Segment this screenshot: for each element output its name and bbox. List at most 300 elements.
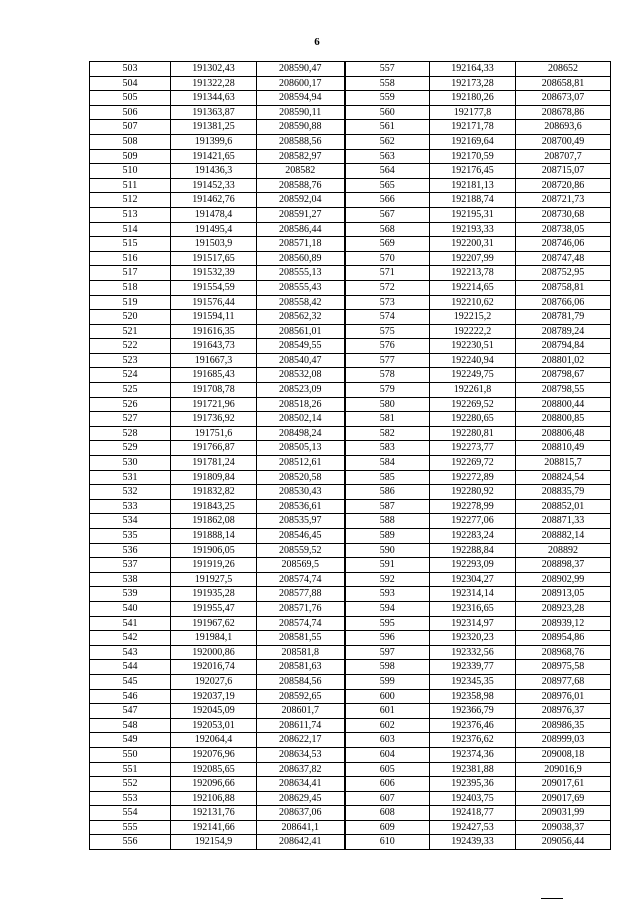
x-coordinate-cell: 192037,19 — [171, 689, 257, 704]
x-coordinate-cell: 191495,4 — [171, 222, 257, 237]
y-coordinate-cell: 208520,58 — [257, 470, 345, 485]
y-coordinate-cell: 208892 — [516, 543, 611, 558]
y-coordinate-cell: 208518,26 — [257, 397, 345, 412]
point-number-cell: 591 — [345, 558, 430, 573]
table-row — [90, 295, 611, 310]
point-number-cell: 570 — [345, 251, 430, 266]
table-row — [90, 251, 611, 266]
table-row — [90, 762, 611, 777]
y-coordinate-cell: 208824,54 — [516, 470, 611, 485]
y-coordinate-cell: 208540,47 — [257, 353, 345, 368]
y-coordinate-cell: 208798,55 — [516, 383, 611, 398]
x-coordinate-cell: 191843,25 — [171, 499, 257, 514]
x-coordinate-cell: 191984,1 — [171, 631, 257, 646]
y-coordinate-cell: 208730,68 — [516, 207, 611, 222]
page-edge-mark — [541, 898, 563, 899]
y-coordinate-cell: 208536,61 — [257, 499, 345, 514]
y-coordinate-cell: 208968,76 — [516, 645, 611, 660]
x-coordinate-cell: 191708,78 — [171, 383, 257, 398]
x-coordinate-cell: 192374,36 — [430, 747, 516, 762]
table-row — [90, 120, 611, 135]
x-coordinate-cell: 191862,08 — [171, 514, 257, 529]
table-row — [90, 558, 611, 573]
point-number-cell: 545 — [90, 674, 171, 689]
y-coordinate-cell: 208913,05 — [516, 587, 611, 602]
x-coordinate-cell: 191452,33 — [171, 178, 257, 193]
y-coordinate-cell: 208590,11 — [257, 105, 345, 120]
x-coordinate-cell: 192314,97 — [430, 616, 516, 631]
y-coordinate-cell: 208555,13 — [257, 266, 345, 281]
table-row — [90, 310, 611, 325]
y-coordinate-cell: 208882,14 — [516, 529, 611, 544]
table-row — [90, 193, 611, 208]
x-coordinate-cell: 191906,05 — [171, 543, 257, 558]
point-number-cell: 563 — [345, 149, 430, 164]
y-coordinate-cell: 208977,68 — [516, 674, 611, 689]
coordinates-table — [89, 61, 611, 850]
point-number-cell: 567 — [345, 207, 430, 222]
point-number-cell: 529 — [90, 441, 171, 456]
table-row — [90, 105, 611, 120]
point-number-cell: 550 — [90, 747, 171, 762]
x-coordinate-cell: 192027,6 — [171, 674, 257, 689]
y-coordinate-cell: 208574,74 — [257, 616, 345, 631]
point-number-cell: 578 — [345, 368, 430, 383]
x-coordinate-cell: 192283,24 — [430, 529, 516, 544]
table-row — [90, 835, 611, 850]
point-number-cell: 543 — [90, 645, 171, 660]
y-coordinate-cell: 208641,1 — [257, 820, 345, 835]
point-number-cell: 544 — [90, 660, 171, 675]
x-coordinate-cell: 192269,52 — [430, 397, 516, 412]
point-number-cell: 531 — [90, 470, 171, 485]
y-coordinate-cell: 208590,47 — [257, 62, 345, 77]
x-coordinate-cell: 191721,96 — [171, 397, 257, 412]
x-coordinate-cell: 192053,01 — [171, 718, 257, 733]
x-coordinate-cell: 191517,65 — [171, 251, 257, 266]
x-coordinate-cell: 192439,33 — [430, 835, 516, 850]
x-coordinate-cell: 191919,26 — [171, 558, 257, 573]
table-row — [90, 280, 611, 295]
point-number-cell: 515 — [90, 237, 171, 252]
table-row — [90, 806, 611, 821]
point-number-cell: 513 — [90, 207, 171, 222]
x-coordinate-cell: 192273,77 — [430, 441, 516, 456]
x-coordinate-cell: 192154,9 — [171, 835, 257, 850]
x-coordinate-cell: 192366,79 — [430, 704, 516, 719]
y-coordinate-cell: 208558,42 — [257, 295, 345, 310]
point-number-cell: 505 — [90, 91, 171, 106]
page-number: 6 — [314, 36, 320, 48]
x-coordinate-cell: 192210,62 — [430, 295, 516, 310]
x-coordinate-cell: 192345,35 — [430, 674, 516, 689]
x-coordinate-cell: 191751,6 — [171, 426, 257, 441]
y-coordinate-cell: 208806,48 — [516, 426, 611, 441]
y-coordinate-cell: 209017,69 — [516, 791, 611, 806]
point-number-cell: 592 — [345, 572, 430, 587]
point-number-cell: 596 — [345, 631, 430, 646]
table-row — [90, 820, 611, 835]
x-coordinate-cell: 192064,4 — [171, 733, 257, 748]
y-coordinate-cell: 208658,81 — [516, 76, 611, 91]
point-number-cell: 537 — [90, 558, 171, 573]
y-coordinate-cell: 208592,65 — [257, 689, 345, 704]
table-row — [90, 601, 611, 616]
x-coordinate-cell: 192280,92 — [430, 485, 516, 500]
y-coordinate-cell: 208555,43 — [257, 280, 345, 295]
y-coordinate-cell: 208715,07 — [516, 164, 611, 179]
y-coordinate-cell: 208794,84 — [516, 339, 611, 354]
y-coordinate-cell: 208852,01 — [516, 499, 611, 514]
y-coordinate-cell: 208581,8 — [257, 645, 345, 660]
y-coordinate-cell: 208738,05 — [516, 222, 611, 237]
table-row — [90, 645, 611, 660]
y-coordinate-cell: 208530,43 — [257, 485, 345, 500]
y-coordinate-cell: 208561,01 — [257, 324, 345, 339]
y-coordinate-cell: 208758,81 — [516, 280, 611, 295]
x-coordinate-cell: 192339,77 — [430, 660, 516, 675]
table-row — [90, 485, 611, 500]
table-row — [90, 76, 611, 91]
point-number-cell: 566 — [345, 193, 430, 208]
table-row — [90, 149, 611, 164]
point-number-cell: 548 — [90, 718, 171, 733]
y-coordinate-cell: 208622,17 — [257, 733, 345, 748]
y-coordinate-cell: 208549,55 — [257, 339, 345, 354]
x-coordinate-cell: 192076,96 — [171, 747, 257, 762]
y-coordinate-cell: 208532,08 — [257, 368, 345, 383]
y-coordinate-cell: 208976,37 — [516, 704, 611, 719]
x-coordinate-cell: 191927,5 — [171, 572, 257, 587]
table-row — [90, 134, 611, 149]
x-coordinate-cell: 191736,92 — [171, 412, 257, 427]
y-coordinate-cell: 208954,86 — [516, 631, 611, 646]
coordinates-table-body — [90, 62, 611, 850]
y-coordinate-cell: 208601,7 — [257, 704, 345, 719]
point-number-cell: 605 — [345, 762, 430, 777]
y-coordinate-cell: 208590,88 — [257, 120, 345, 135]
point-number-cell: 523 — [90, 353, 171, 368]
table-row — [90, 207, 611, 222]
y-coordinate-cell: 208588,76 — [257, 178, 345, 193]
y-coordinate-cell: 208586,44 — [257, 222, 345, 237]
x-coordinate-cell: 191809,84 — [171, 470, 257, 485]
x-coordinate-cell: 192403,75 — [430, 791, 516, 806]
y-coordinate-cell: 208752,95 — [516, 266, 611, 281]
point-number-cell: 597 — [345, 645, 430, 660]
table-row — [90, 572, 611, 587]
x-coordinate-cell: 192207,99 — [430, 251, 516, 266]
point-number-cell: 553 — [90, 791, 171, 806]
x-coordinate-cell: 192240,94 — [430, 353, 516, 368]
point-number-cell: 520 — [90, 310, 171, 325]
x-coordinate-cell: 191616,35 — [171, 324, 257, 339]
point-number-cell: 521 — [90, 324, 171, 339]
point-number-cell: 535 — [90, 529, 171, 544]
point-number-cell: 504 — [90, 76, 171, 91]
y-coordinate-cell: 208678,86 — [516, 105, 611, 120]
point-number-cell: 516 — [90, 251, 171, 266]
x-coordinate-cell: 191344,63 — [171, 91, 257, 106]
x-coordinate-cell: 191436,3 — [171, 164, 257, 179]
table-row — [90, 383, 611, 398]
y-coordinate-cell: 208581,55 — [257, 631, 345, 646]
y-coordinate-cell: 208571,18 — [257, 237, 345, 252]
x-coordinate-cell: 191832,82 — [171, 485, 257, 500]
y-coordinate-cell: 208512,61 — [257, 456, 345, 471]
table-row — [90, 426, 611, 441]
x-coordinate-cell: 191503,9 — [171, 237, 257, 252]
y-coordinate-cell: 208574,74 — [257, 572, 345, 587]
point-number-cell: 539 — [90, 587, 171, 602]
x-coordinate-cell: 191554,59 — [171, 280, 257, 295]
table-row — [90, 456, 611, 471]
table-row — [90, 368, 611, 383]
x-coordinate-cell: 192045,09 — [171, 704, 257, 719]
point-number-cell: 561 — [345, 120, 430, 135]
y-coordinate-cell: 208629,45 — [257, 791, 345, 806]
x-coordinate-cell: 192376,62 — [430, 733, 516, 748]
x-coordinate-cell: 192277,06 — [430, 514, 516, 529]
y-coordinate-cell: 208986,35 — [516, 718, 611, 733]
point-number-cell: 536 — [90, 543, 171, 558]
table-row — [90, 222, 611, 237]
y-coordinate-cell: 208637,82 — [257, 762, 345, 777]
point-number-cell: 551 — [90, 762, 171, 777]
y-coordinate-cell: 208591,27 — [257, 207, 345, 222]
point-number-cell: 579 — [345, 383, 430, 398]
y-coordinate-cell: 208766,06 — [516, 295, 611, 310]
y-coordinate-cell: 208582,97 — [257, 149, 345, 164]
point-number-cell: 506 — [90, 105, 171, 120]
point-number-cell: 582 — [345, 426, 430, 441]
x-coordinate-cell: 192293,09 — [430, 558, 516, 573]
point-number-cell: 607 — [345, 791, 430, 806]
point-number-cell: 518 — [90, 280, 171, 295]
point-number-cell: 511 — [90, 178, 171, 193]
point-number-cell: 598 — [345, 660, 430, 675]
point-number-cell: 555 — [90, 820, 171, 835]
point-number-cell: 562 — [345, 134, 430, 149]
x-coordinate-cell: 192320,23 — [430, 631, 516, 646]
point-number-cell: 571 — [345, 266, 430, 281]
point-number-cell: 557 — [345, 62, 430, 77]
y-coordinate-cell: 208559,52 — [257, 543, 345, 558]
y-coordinate-cell: 208747,48 — [516, 251, 611, 266]
x-coordinate-cell: 192177,8 — [430, 105, 516, 120]
point-number-cell: 530 — [90, 456, 171, 471]
y-coordinate-cell: 208498,24 — [257, 426, 345, 441]
point-number-cell: 583 — [345, 441, 430, 456]
y-coordinate-cell: 208584,56 — [257, 674, 345, 689]
table-row — [90, 91, 611, 106]
y-coordinate-cell: 208800,85 — [516, 412, 611, 427]
point-number-cell: 503 — [90, 62, 171, 77]
x-coordinate-cell: 192395,36 — [430, 777, 516, 792]
point-number-cell: 532 — [90, 485, 171, 500]
y-coordinate-cell: 208781,79 — [516, 310, 611, 325]
x-coordinate-cell: 192181,13 — [430, 178, 516, 193]
y-coordinate-cell: 208502,14 — [257, 412, 345, 427]
x-coordinate-cell: 191766,87 — [171, 441, 257, 456]
x-coordinate-cell: 192200,31 — [430, 237, 516, 252]
point-number-cell: 560 — [345, 105, 430, 120]
point-number-cell: 559 — [345, 91, 430, 106]
y-coordinate-cell: 208975,58 — [516, 660, 611, 675]
y-coordinate-cell: 208939,12 — [516, 616, 611, 631]
x-coordinate-cell: 191643,73 — [171, 339, 257, 354]
point-number-cell: 542 — [90, 631, 171, 646]
point-number-cell: 594 — [345, 601, 430, 616]
y-coordinate-cell: 208652 — [516, 62, 611, 77]
y-coordinate-cell: 208634,41 — [257, 777, 345, 792]
point-number-cell: 522 — [90, 339, 171, 354]
y-coordinate-cell: 208546,45 — [257, 529, 345, 544]
x-coordinate-cell: 192332,56 — [430, 645, 516, 660]
point-number-cell: 540 — [90, 601, 171, 616]
point-number-cell: 549 — [90, 733, 171, 748]
x-coordinate-cell: 191399,6 — [171, 134, 257, 149]
y-coordinate-cell: 209056,44 — [516, 835, 611, 850]
x-coordinate-cell: 192261,8 — [430, 383, 516, 398]
table-row — [90, 791, 611, 806]
y-coordinate-cell: 208535,97 — [257, 514, 345, 529]
point-number-cell: 534 — [90, 514, 171, 529]
y-coordinate-cell: 208871,33 — [516, 514, 611, 529]
x-coordinate-cell: 192180,26 — [430, 91, 516, 106]
y-coordinate-cell: 208800,44 — [516, 397, 611, 412]
x-coordinate-cell: 192314,14 — [430, 587, 516, 602]
point-number-cell: 508 — [90, 134, 171, 149]
point-number-cell: 565 — [345, 178, 430, 193]
x-coordinate-cell: 191532,39 — [171, 266, 257, 281]
x-coordinate-cell: 192272,89 — [430, 470, 516, 485]
x-coordinate-cell: 192188,74 — [430, 193, 516, 208]
point-number-cell: 573 — [345, 295, 430, 310]
y-coordinate-cell: 208700,49 — [516, 134, 611, 149]
x-coordinate-cell: 192131,76 — [171, 806, 257, 821]
table-row — [90, 266, 611, 281]
point-number-cell: 509 — [90, 149, 171, 164]
y-coordinate-cell: 208835,79 — [516, 485, 611, 500]
table-row — [90, 62, 611, 77]
y-coordinate-cell: 208560,89 — [257, 251, 345, 266]
table-row — [90, 660, 611, 675]
point-number-cell: 512 — [90, 193, 171, 208]
x-coordinate-cell: 192164,33 — [430, 62, 516, 77]
point-number-cell: 568 — [345, 222, 430, 237]
point-number-cell: 606 — [345, 777, 430, 792]
y-coordinate-cell: 208798,67 — [516, 368, 611, 383]
y-coordinate-cell: 208902,99 — [516, 572, 611, 587]
x-coordinate-cell: 191302,43 — [171, 62, 257, 77]
y-coordinate-cell: 208582 — [257, 164, 345, 179]
y-coordinate-cell: 208592,04 — [257, 193, 345, 208]
y-coordinate-cell: 208600,17 — [257, 76, 345, 91]
y-coordinate-cell: 208637,06 — [257, 806, 345, 821]
point-number-cell: 575 — [345, 324, 430, 339]
point-number-cell: 556 — [90, 835, 171, 850]
y-coordinate-cell: 208999,03 — [516, 733, 611, 748]
table-row — [90, 412, 611, 427]
y-coordinate-cell: 208801,02 — [516, 353, 611, 368]
x-coordinate-cell: 191781,24 — [171, 456, 257, 471]
y-coordinate-cell: 208810,49 — [516, 441, 611, 456]
point-number-cell: 599 — [345, 674, 430, 689]
x-coordinate-cell: 192215,2 — [430, 310, 516, 325]
point-number-cell: 514 — [90, 222, 171, 237]
y-coordinate-cell: 208588,56 — [257, 134, 345, 149]
point-number-cell: 587 — [345, 499, 430, 514]
y-coordinate-cell: 208642,41 — [257, 835, 345, 850]
y-coordinate-cell: 208720,86 — [516, 178, 611, 193]
y-coordinate-cell: 208923,28 — [516, 601, 611, 616]
y-coordinate-cell: 208611,74 — [257, 718, 345, 733]
y-coordinate-cell: 208562,32 — [257, 310, 345, 325]
x-coordinate-cell: 192230,51 — [430, 339, 516, 354]
point-number-cell: 519 — [90, 295, 171, 310]
point-number-cell: 526 — [90, 397, 171, 412]
point-number-cell: 558 — [345, 76, 430, 91]
x-coordinate-cell: 192280,65 — [430, 412, 516, 427]
point-number-cell: 580 — [345, 397, 430, 412]
x-coordinate-cell: 191363,87 — [171, 105, 257, 120]
point-number-cell: 552 — [90, 777, 171, 792]
x-coordinate-cell: 192176,45 — [430, 164, 516, 179]
x-coordinate-cell: 191322,28 — [171, 76, 257, 91]
y-coordinate-cell: 209016,9 — [516, 762, 611, 777]
x-coordinate-cell: 191967,62 — [171, 616, 257, 631]
point-number-cell: 569 — [345, 237, 430, 252]
y-coordinate-cell: 208815,7 — [516, 456, 611, 471]
y-coordinate-cell: 208721,73 — [516, 193, 611, 208]
y-coordinate-cell: 209008,18 — [516, 747, 611, 762]
x-coordinate-cell: 191685,43 — [171, 368, 257, 383]
y-coordinate-cell: 208746,06 — [516, 237, 611, 252]
y-coordinate-cell: 208898,37 — [516, 558, 611, 573]
point-number-cell: 554 — [90, 806, 171, 821]
y-coordinate-cell: 208693,6 — [516, 120, 611, 135]
table-row — [90, 353, 611, 368]
x-coordinate-cell: 192269,72 — [430, 456, 516, 471]
point-number-cell: 588 — [345, 514, 430, 529]
x-coordinate-cell: 192170,59 — [430, 149, 516, 164]
point-number-cell: 604 — [345, 747, 430, 762]
x-coordinate-cell: 192214,65 — [430, 280, 516, 295]
y-coordinate-cell: 208634,53 — [257, 747, 345, 762]
point-number-cell: 507 — [90, 120, 171, 135]
x-coordinate-cell: 192096,66 — [171, 777, 257, 792]
point-number-cell: 527 — [90, 412, 171, 427]
point-number-cell: 533 — [90, 499, 171, 514]
point-number-cell: 610 — [345, 835, 430, 850]
x-coordinate-cell: 192085,65 — [171, 762, 257, 777]
x-coordinate-cell: 192106,88 — [171, 791, 257, 806]
x-coordinate-cell: 191478,4 — [171, 207, 257, 222]
point-number-cell: 546 — [90, 689, 171, 704]
x-coordinate-cell: 192427,53 — [430, 820, 516, 835]
x-coordinate-cell: 192173,28 — [430, 76, 516, 91]
x-coordinate-cell: 191955,47 — [171, 601, 257, 616]
table-row — [90, 529, 611, 544]
x-coordinate-cell: 192249,75 — [430, 368, 516, 383]
point-number-cell: 581 — [345, 412, 430, 427]
point-number-cell: 574 — [345, 310, 430, 325]
point-number-cell: 609 — [345, 820, 430, 835]
x-coordinate-cell: 191594,11 — [171, 310, 257, 325]
table-row — [90, 178, 611, 193]
table-row — [90, 237, 611, 252]
